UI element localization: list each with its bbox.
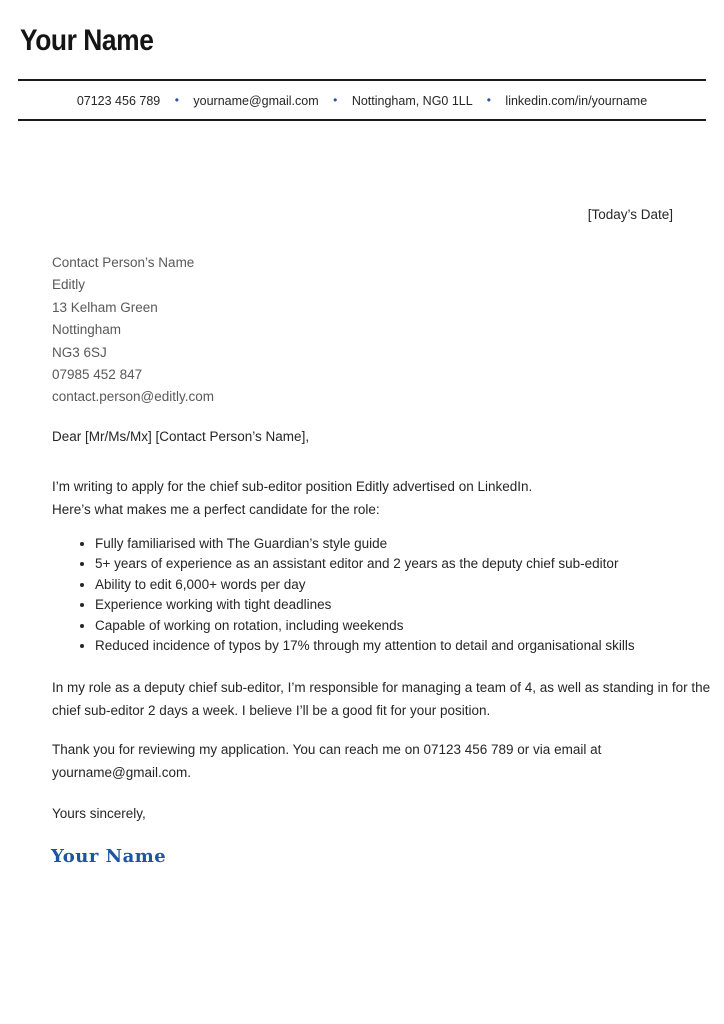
recipient-company: Editly xyxy=(52,277,86,293)
recipient-postcode: NG3 6SJ xyxy=(52,344,107,360)
list-item: • Reduced incidence of typos by 17% through my attention to detail and organisational skills xyxy=(95,636,692,656)
signature-name: Your Name xyxy=(51,846,167,867)
list-item: • Ability to edit 6,000+ words per day xyxy=(95,575,692,595)
contact-phone: 07123 456 789 xyxy=(76,94,161,108)
contact-info-row xyxy=(0,94,724,108)
list-item: • Capable of working on rotation, including weekends xyxy=(95,616,692,636)
body-line: chief sub-editor 2 days a week. I believe I’ll be a good fit for your position. xyxy=(52,703,491,718)
recipient-email: contact.person@editly.com xyxy=(52,389,215,405)
thanks-paragraph xyxy=(52,739,692,784)
intro-line: I’m writing to apply for the chief sub-editor position Editly advertised on LinkedIn. xyxy=(52,479,533,494)
header-name: Your Name xyxy=(20,24,154,57)
contact-email: yourname@gmail.com xyxy=(193,94,319,108)
date-line: [Today’s Date] xyxy=(587,207,673,222)
separator-dot-icon: • xyxy=(486,93,491,107)
qualifications-list xyxy=(52,534,692,656)
body-paragraph xyxy=(52,676,711,722)
closing: Yours sincerely, xyxy=(52,806,146,821)
intro-line: Here’s what makes me a perfect candidate for the role: xyxy=(52,502,380,517)
body-line: In my role as a deputy chief sub-editor, I’m responsible for managing a team of 4, as well as standing in for the xyxy=(52,680,711,695)
list-item: • 5+ years of experience as an assistant editor and 2 years as the deputy chief sub-editor xyxy=(95,554,692,574)
separator-dot-icon: • xyxy=(333,93,338,107)
list-item: • Fully familiarised with The Guardian’s style guide xyxy=(95,534,692,554)
salutation: Dear [Mr/Ms/Mx] [Contact Person’s Name], xyxy=(52,429,310,444)
header-rule-bottom xyxy=(18,119,706,121)
recipient-city: Nottingham xyxy=(52,322,122,338)
recipient-street: 13 Kelham Green xyxy=(52,299,158,315)
separator-dot-icon: • xyxy=(174,93,179,107)
recipient-name: Contact Person’s Name xyxy=(52,255,195,270)
list-item: • Experience working with tight deadlines xyxy=(95,595,692,615)
intro-paragraph xyxy=(52,475,692,521)
contact-linkedin: linkedin.com/in/yourname xyxy=(505,94,648,108)
contact-location: Nottingham, NG0 1LL xyxy=(351,94,473,108)
thanks-line: yourname@gmail.com. xyxy=(52,764,192,780)
recipient-phone: 07985 452 847 xyxy=(52,367,143,383)
header-rule-top xyxy=(18,79,706,81)
thanks-line: Thank you for reviewing my application. You can reach me on 07123 456 789 or via email at xyxy=(52,742,602,757)
recipient-address xyxy=(52,252,214,409)
